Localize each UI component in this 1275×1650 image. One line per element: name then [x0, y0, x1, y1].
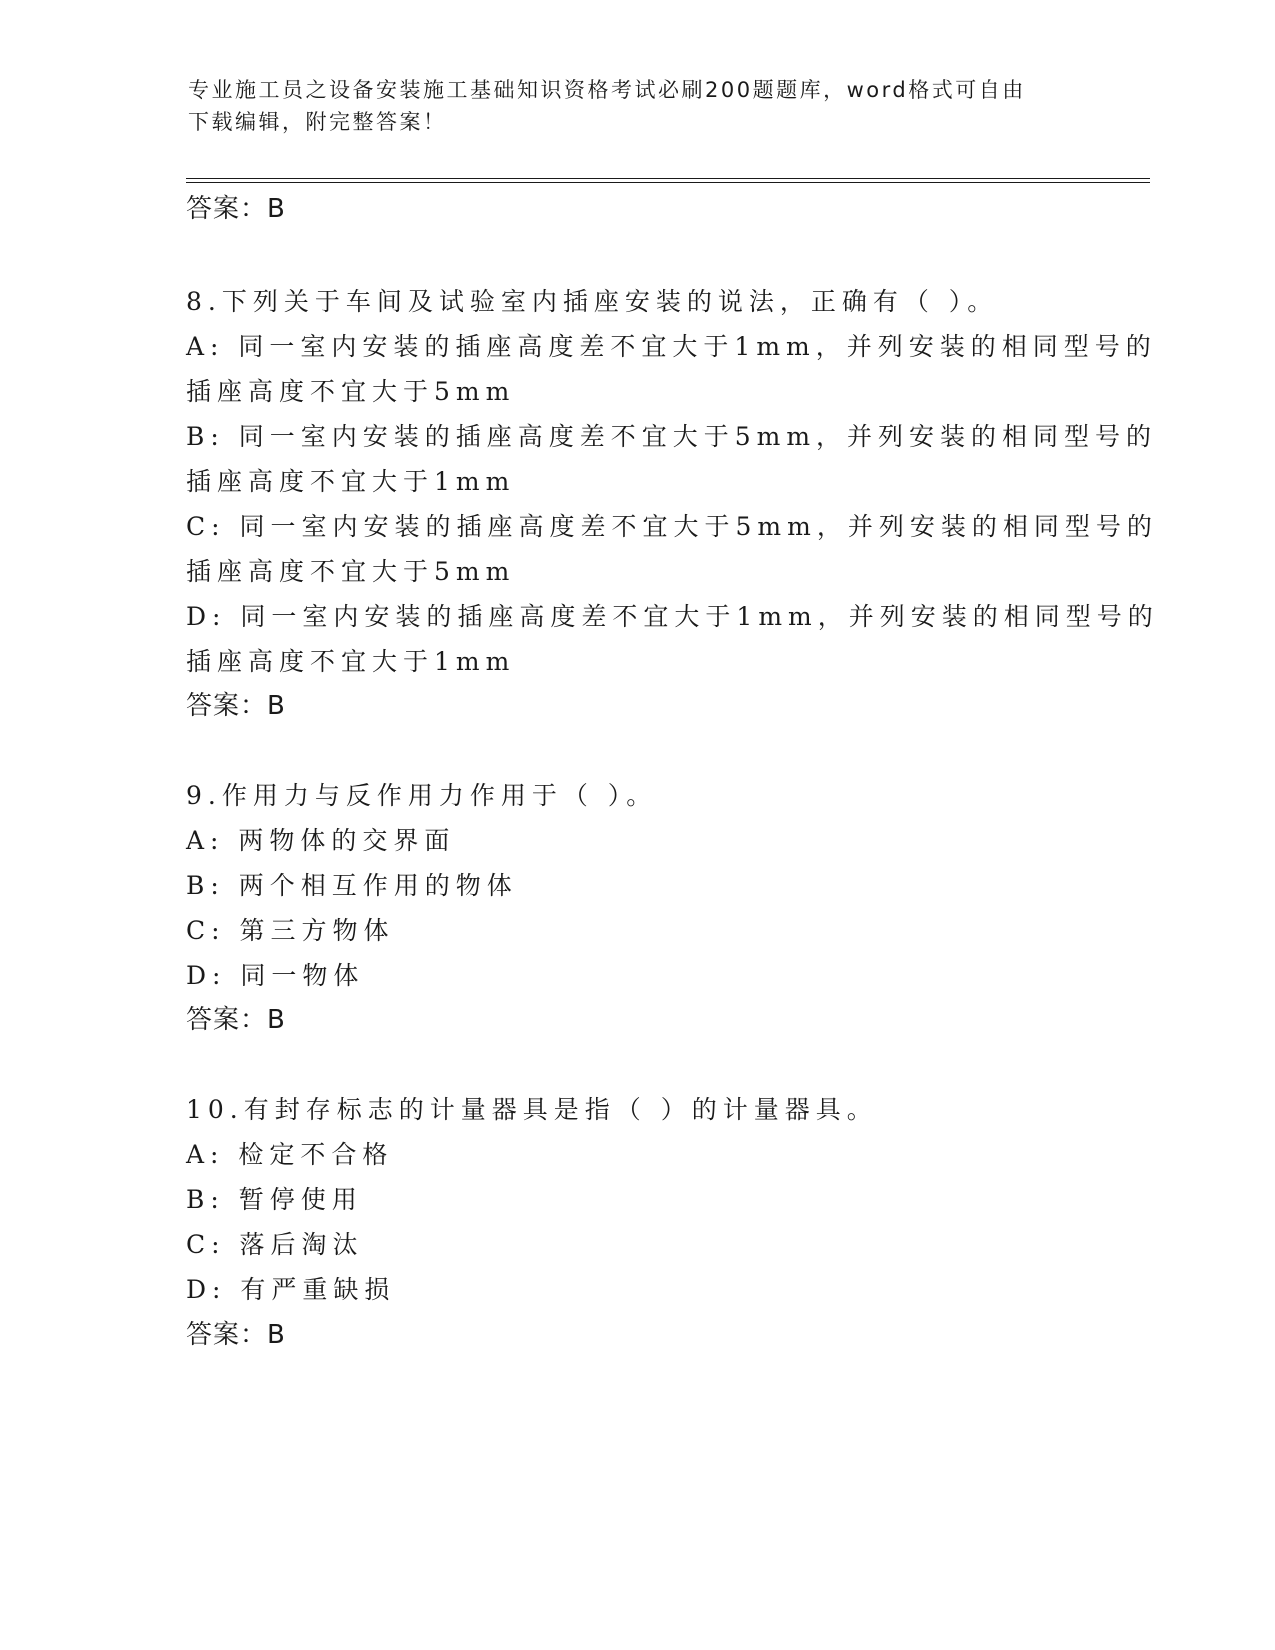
document-header	[188, 74, 1088, 138]
question-9-option-c: C: 第三方物体	[186, 916, 395, 945]
question-8-option-a-line-2: 插座高度不宜大于5mm	[186, 377, 516, 406]
question-9-option-a: A: 两物体的交界面	[186, 826, 456, 855]
question-8-option-c-line-1: C: 同一室内安装的插座高度差不宜大于5mm，并列安装的相同型号的	[186, 512, 1158, 541]
question-9-answer: 答案：B	[186, 1005, 286, 1035]
question-10-stem: 10.有封存标志的计量器具是指（ ）的计量器具。	[186, 1095, 878, 1124]
previous-answer: 答案：B	[186, 194, 286, 224]
question-10-option-c: C: 落后淘汰	[186, 1230, 364, 1259]
header-line-1: 专业施工员之设备安装施工基础知识资格考试必刷200题题库，word格式可自由	[188, 78, 1026, 102]
question-8-option-b-line-2: 插座高度不宜大于1mm	[186, 467, 516, 496]
question-10-option-d: D: 有严重缺损	[186, 1275, 396, 1304]
question-10-option-b: B: 暂停使用	[186, 1185, 363, 1214]
question-9-option-d: D: 同一物体	[186, 961, 365, 990]
question-9-stem: 9.作用力与反作用力作用于（ ）。	[186, 781, 658, 810]
question-8-answer: 答案：B	[186, 691, 286, 721]
question-8-option-c-line-2: 插座高度不宜大于5mm	[186, 557, 516, 586]
question-8-option-b-line-1: B: 同一室内安装的插座高度差不宜大于5mm，并列安装的相同型号的	[186, 422, 1158, 451]
header-rule-top	[186, 178, 1150, 179]
question-8-option-a-line-1: A: 同一室内安装的插座高度差不宜大于1mm，并列安装的相同型号的	[186, 332, 1157, 361]
header-line-2: 下载编辑，附完整答案！	[188, 110, 447, 134]
question-10-option-a: A: 检定不合格	[186, 1140, 394, 1169]
question-8-stem: 8.下列关于车间及试验室内插座安装的说法，正确有（ ）。	[186, 287, 999, 316]
question-9-option-b: B: 两个相互作用的物体	[186, 871, 518, 900]
question-10-answer: 答案：B	[186, 1320, 286, 1350]
header-rule-bottom	[186, 182, 1150, 183]
question-8-option-d-line-2: 插座高度不宜大于1mm	[186, 647, 516, 676]
question-8-option-d-line-1: D: 同一室内安装的插座高度差不宜大于1mm，并列安装的相同型号的	[186, 602, 1159, 631]
